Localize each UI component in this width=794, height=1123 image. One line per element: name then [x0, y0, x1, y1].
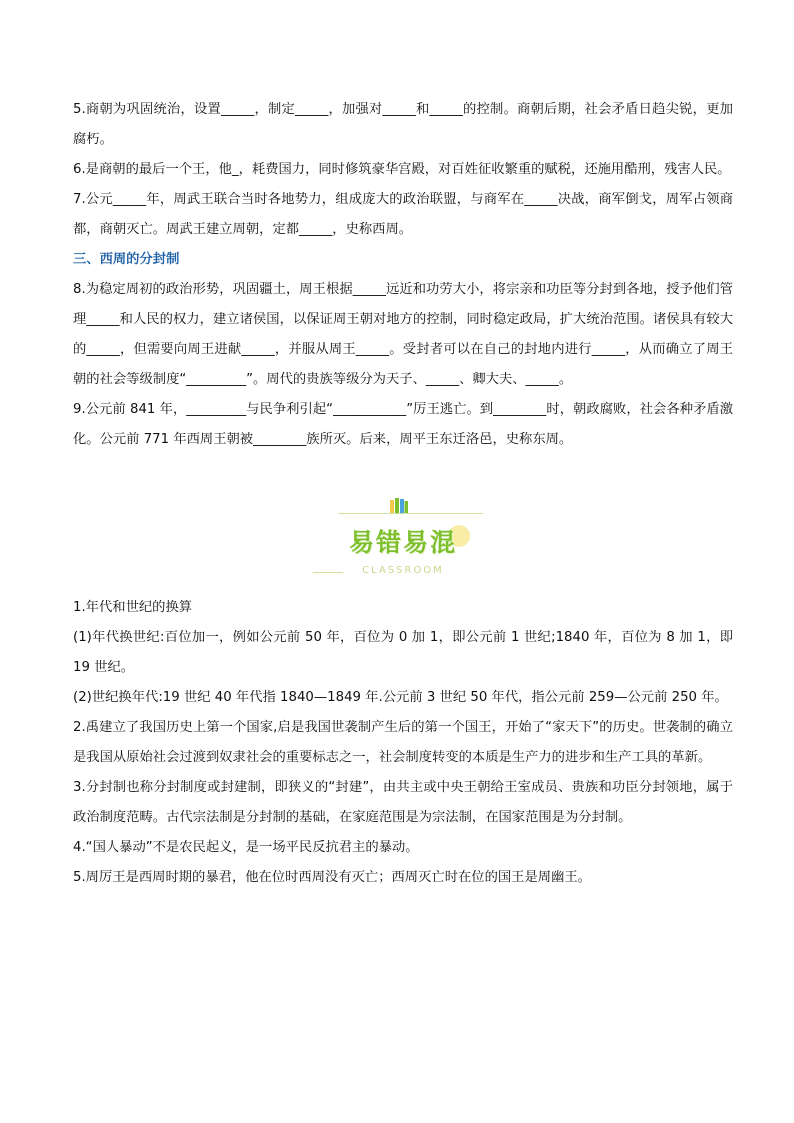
banner-subtitle: CLASSROOM	[362, 565, 444, 576]
note-3: 3.分封制也称分封制度或封建制，即狭义的“封建”，由共主或中央王朝给王室成员、贵族和功臣分封领地，属于政治制度范畴。古代宗法制是分封制的基础，在家庭范围是为宗法制，在国家范围是为分封制。	[73, 780, 733, 825]
note-1: 1.年代和世纪的换算	[73, 600, 193, 615]
question-6: 6.是商朝的最后一个王，他_，耗费国力，同时修筑豪华宫殿，对百姓征收繁重的赋税，还施用酷刑，残害人民。	[73, 162, 731, 177]
books-icon	[389, 497, 409, 513]
note-2: 2.禹建立了我国历史上第一个国家,启是我国世袭制产生后的第一个国王，开始了“家天下”的历史。世袭制的确立是我国从原始社会过渡到奴隶社会的重要标志之一，社会制度转变的本质是生产力的进步和生产工具的革新。	[73, 720, 733, 765]
question-9: 9.公元前 841 年，_________与民争利引起“___________”厉王逃亡。到________时，朝政腐败，社会各种矛盾激化。公元前 771 年西周王朝被________族所灭。后来，周平王东迁洛邑，史称东周。	[73, 402, 733, 447]
banner-title: 易错易混	[348, 528, 457, 557]
note-1-2: (2)世纪换年代:19 世纪 40 年代指 1840—1849 年.公元前 3 世纪 50 年代，指公元前 259—公元前 250 年。	[73, 690, 728, 705]
note-5: 5.周厉王是西周时期的暴君，他在位时西周没有灭亡；西周灭亡时在位的国王是周幽王。	[73, 870, 591, 885]
question-8: 8.为稳定周初的政治形势，巩固疆土，周王根据_____远近和功劳大小，将宗亲和功臣等分封到各地，授予他们管理_____和人民的权力，建立诸侯国，以保证周王朝对地方的控制，同时稳定政局，扩大统治范围。诸侯具有较大的_____，但需要向周王进献_____，并服从周王_____。受封者可以在自己的封地内进行_____，从而确立了周王朝的社会等级制度“_________”。周代的贵族等级分为天子、_____、卿大夫、_____。	[73, 282, 733, 387]
classroom-banner	[73, 473, 733, 583]
question-5: 5.商朝为巩固统治，设置_____，制定_____，加强对_____和_____的控制。商朝后期，社会矛盾日趋尖锐，更加腐朽。	[73, 102, 733, 147]
banner-decor-line	[338, 513, 483, 514]
question-7: 7.公元_____年，周武王联合当时各地势力，组成庞大的政治联盟，与商军在_____决战，商军倒戈，周军占领商都，商朝灭亡。周武王建立周朝，定都_____，史称西周。	[73, 192, 733, 237]
note-1-1: (1)年代换世纪:百位加一，例如公元前 50 年，百位为 0 加 1，即公元前 1 世纪;1840 年，百位为 8 加 1，即 19 世纪。	[73, 630, 733, 675]
section-heading-western-zhou: 三、西周的分封制	[73, 252, 180, 267]
document-page	[73, 95, 733, 893]
note-4: 4.“国人暴动”不是农民起义，是一场平民反抗君主的暴动。	[73, 840, 419, 855]
